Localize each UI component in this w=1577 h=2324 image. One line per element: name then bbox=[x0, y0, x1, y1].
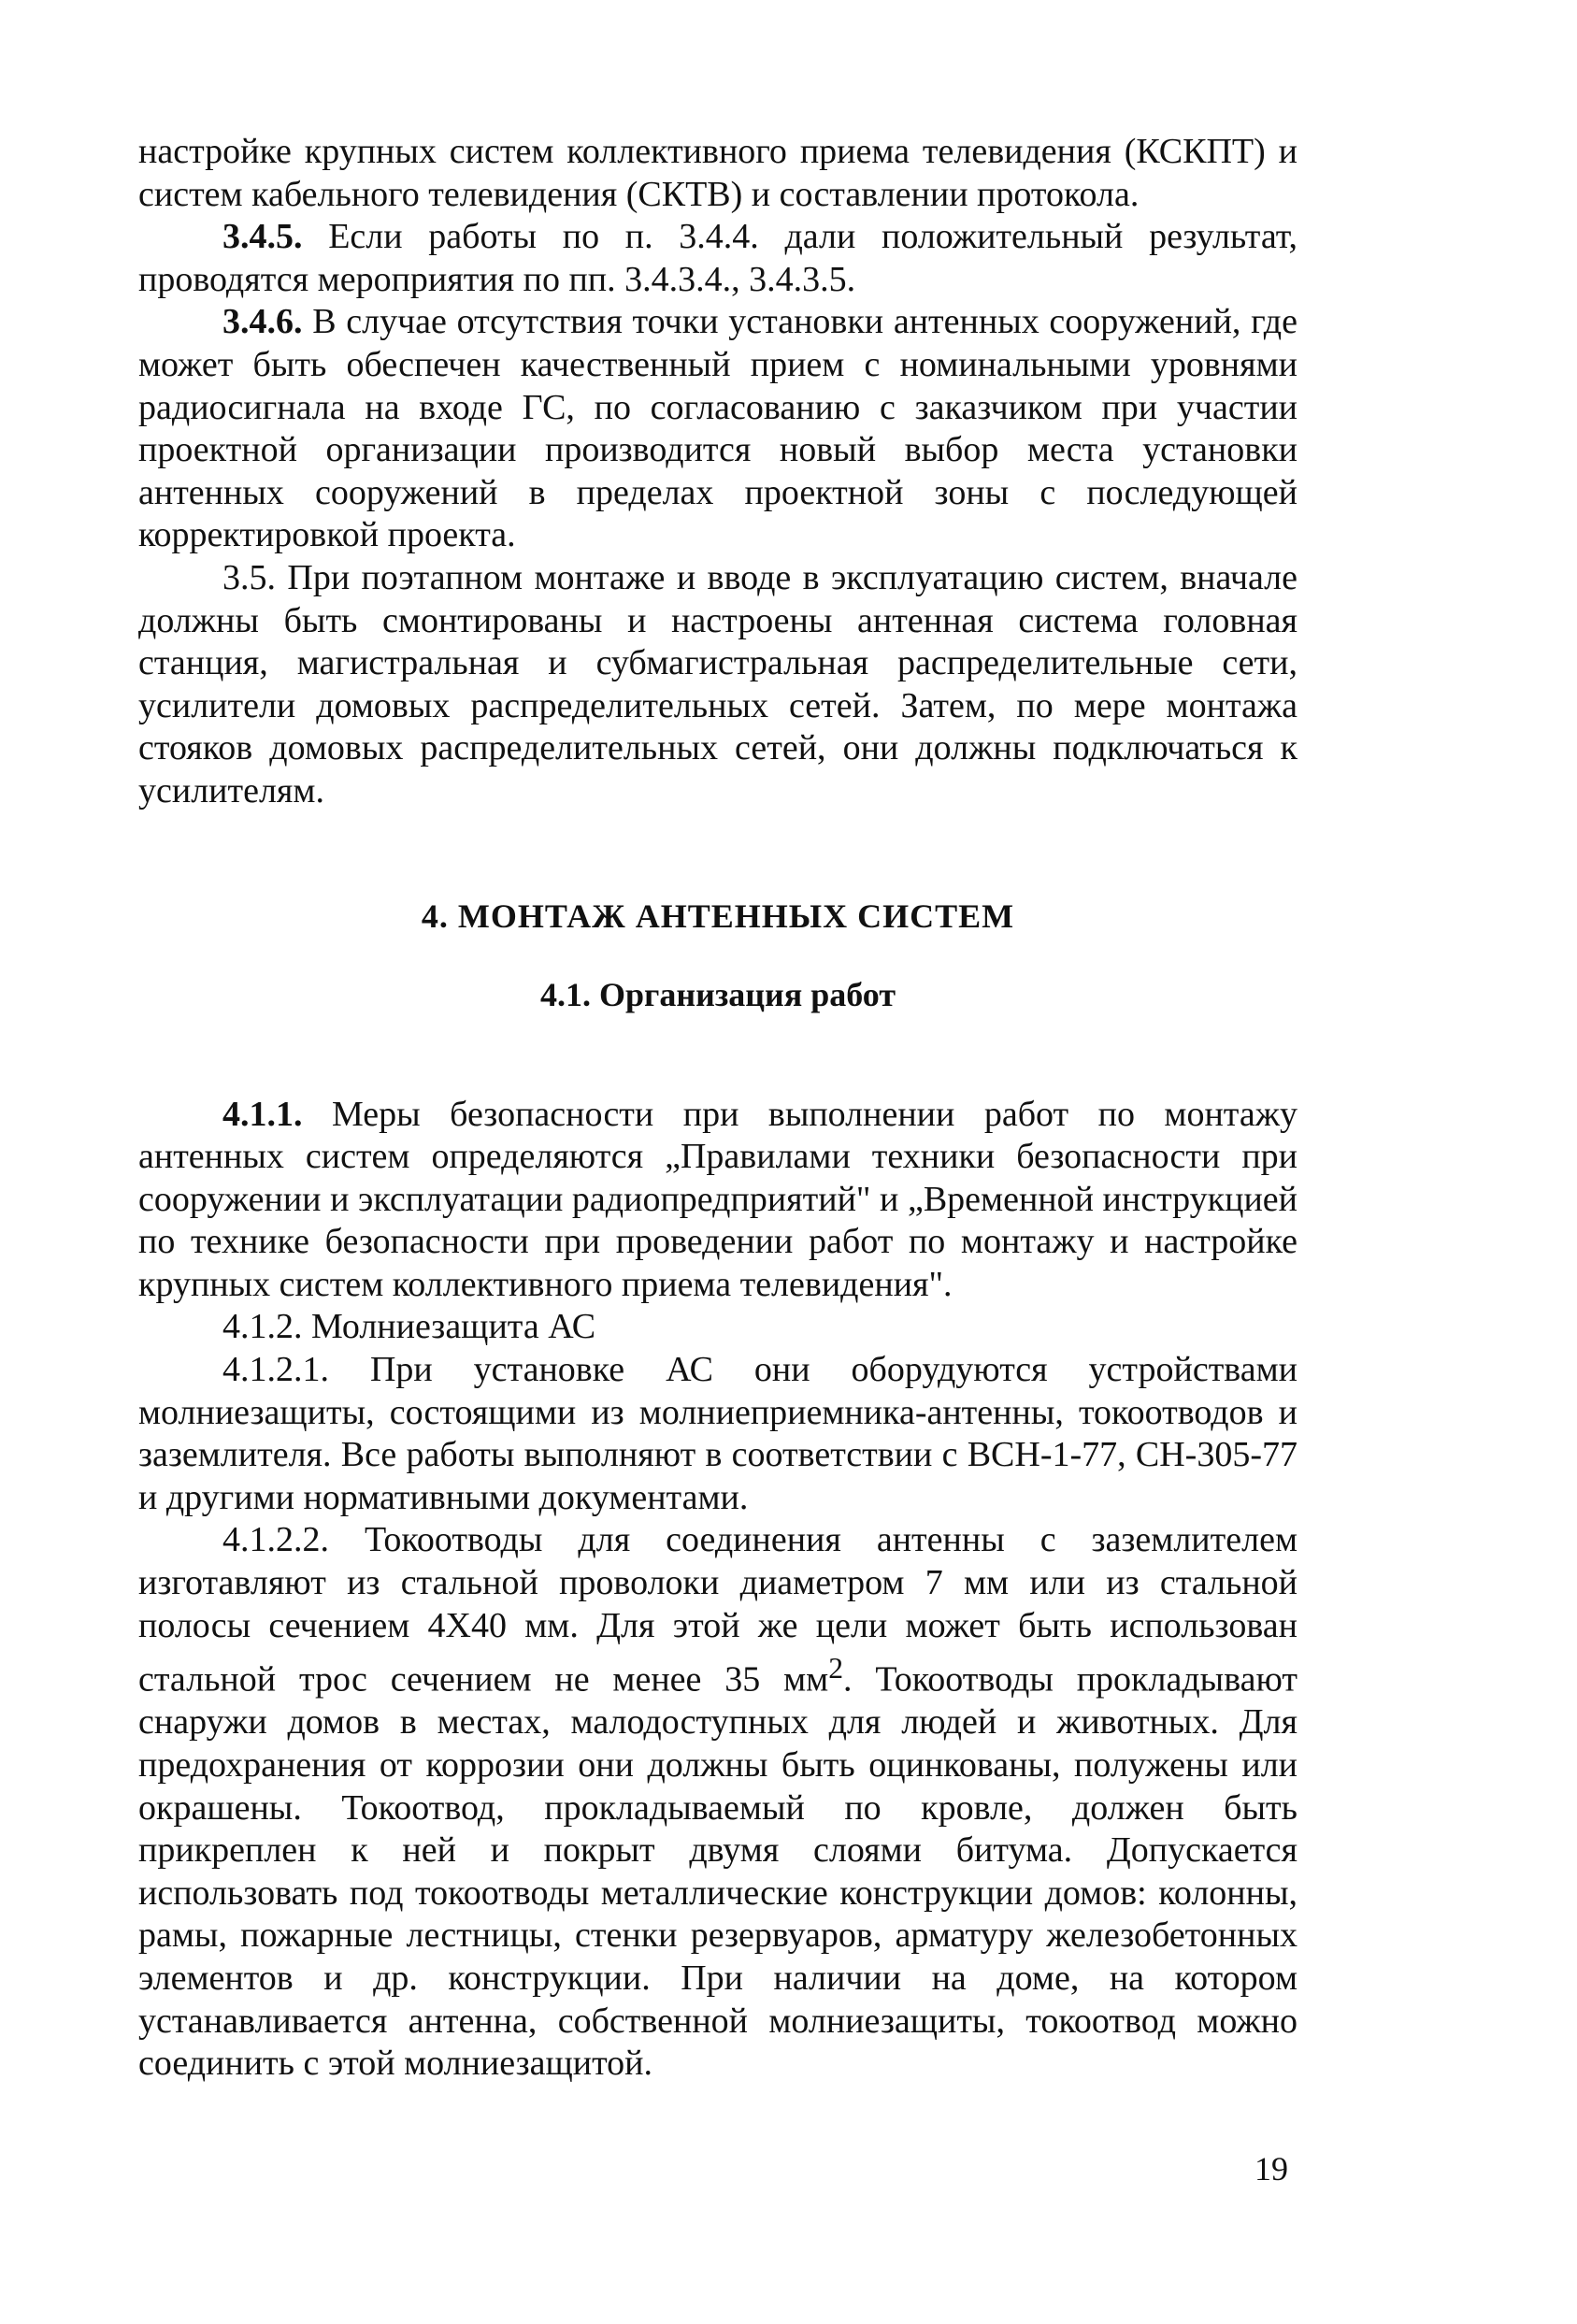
paragraph-3-4-5 bbox=[138, 216, 1297, 301]
page-number: 19 bbox=[1254, 2150, 1288, 2188]
paragraph-text: . Токоотводы прокладывают снаружи домов в местах, малодоступных для людей и животных. Для предохранения от коррозии они должны быть оцинкованы, полужены или окрашены. Токоотвод, прокладываемый по кровле, должен быть прикреплен к ней и покрыт двумя слоями битума. Допускается использовать под токоотводы металлические конструкции домов: колонны, рамы, пожарные лестницы, стенки резервуаров, арматуру железобетонных элементов и др. конструкции. При наличии на доме, на котором устанавливается антенна, собственной молниезащиты, токоотвод можно соединить с этой молниезащитой. bbox=[138, 1659, 1297, 2084]
paragraph-3-4-6 bbox=[138, 301, 1297, 557]
paragraph-4-1-2 bbox=[138, 1306, 1297, 1349]
paragraph-continuation bbox=[138, 131, 1297, 216]
paragraph-text: Меры безопасности при выполнении работ по монтажу антенных систем определяются „Правилами техники безопасности при сооружении и эксплуатации радиопредприятий" и „Временной инструкцией по технике безопасности при проведении работ по монтажу и настройке крупных систем коллективного приема телевидения". bbox=[138, 1094, 1298, 1304]
paragraph-4-1-2-1 bbox=[138, 1349, 1297, 1519]
subsection-heading: 4.1. Организация работ bbox=[539, 975, 896, 1013]
paragraph-text: 3.5. При поэтапном монтаже и вводе в эксплуатацию систем, вначале должны быть смонтированы и настроены антенная система головная станция, магистральная и субмагистральная распределительные сети, усилители домовых распределительных сетей. Затем, по мере монтажа стояков домовых распределительных сетей, они должны подключаться к усилителям. bbox=[138, 557, 1297, 811]
paragraph-text: 4.1.2.1. При установке АС они оборудуются устройствами молниезащиты, состоящими из молниеприемника-антенны, токоотводов и заземлителя. Все работы выполняют в соответствии с ВСН-1-77, СН-305-77 и другими нормативными документами. bbox=[138, 1350, 1297, 1517]
paragraph-text: 4.1.2. Молниезащита АС bbox=[222, 1307, 596, 1347]
section-heading: 4. МОНТАЖ АНТЕННЫХ СИСТЕМ bbox=[421, 897, 1015, 935]
paragraph-text: Если работы по п. 3.4.4. дали положительный результат, проводятся мероприятия по пп. 3.4.3.4., 3.4.3.5. bbox=[138, 217, 1297, 299]
paragraph-4-1-1 bbox=[138, 1094, 1297, 1307]
document-page bbox=[138, 131, 1297, 2086]
clause-number: 3.4.6. bbox=[222, 302, 303, 342]
paragraph-text: 4.1.2.2. Токоотводы для соединения антенны с заземлителем изготавляют из стальной проволоки диаметром 7 мм или из стальной полосы сечением 4Х40 мм. Для этой же цели может быть использован стальной трос сечением не менее 35 мм bbox=[138, 1520, 1297, 1700]
paragraph-text: В случае отсутствия точки установки антенных сооружений, где может быть обеспечен качественный прием с номинальными уровнями радиосигнала на входе ГС, по согласованию с заказчиком при участии проектной организации производится новый выбор места установки антенных сооружений в пределах проектной зоны с последующей корректировкой проекта. bbox=[138, 302, 1297, 555]
paragraph-text: настройке крупных систем коллективного приема телевидения (КСКПТ) и систем кабельного телевидения (СКТВ) и составлении протокола. bbox=[138, 132, 1297, 214]
paragraph-4-1-2-2 bbox=[138, 1519, 1297, 2085]
clause-number: 3.4.5. bbox=[222, 217, 303, 257]
paragraph-3-5 bbox=[138, 557, 1297, 813]
clause-number: 4.1.1. bbox=[222, 1094, 303, 1134]
superscript: 2 bbox=[828, 1652, 844, 1686]
